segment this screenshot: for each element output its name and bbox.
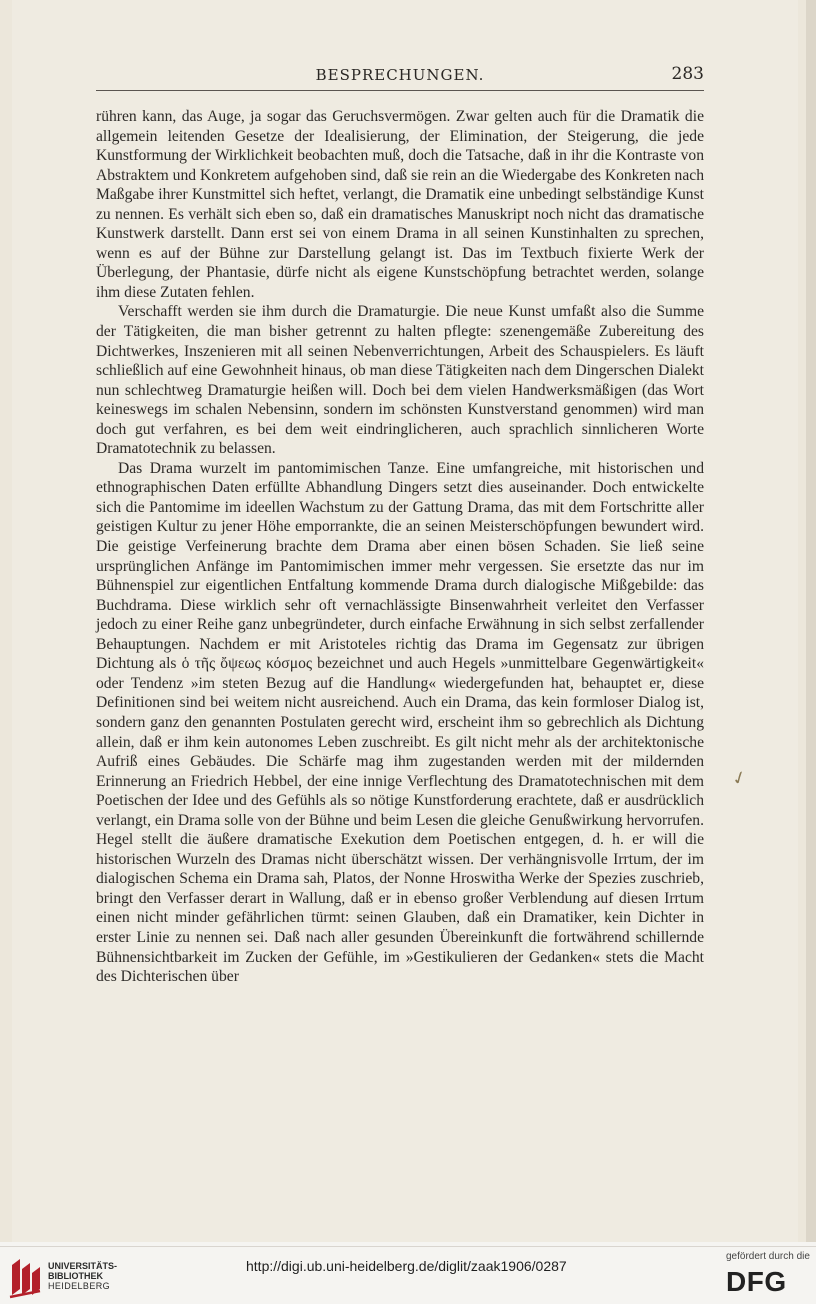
library-city: HEIDELBERG [48,1281,111,1291]
article-body [96,107,704,987]
paragraph-1: rühren kann, das Auge, ja sogar das Geruchsvermögen. Zwar gelten auch für die Dramatik die allgemein leitenden Gesetze der Idealisierung, der Elimination, der Steigerung, die jede Kunstformung der Wirklichkeit beobachten muß, doch die Tatsache, daß in ihr die Kontraste von Abstraktem und Konkretem aufgehoben sind, daß sie rein an die Wiedergabe des Konkreten nach Maßgabe ihrer Kunstmittel sich heftet, verlangt, die Dramatik eine unbedingt selbständige Kunst zu nennen. Es verhält sich eben so, daß ein dramatisches Manuskript noch nicht das dramatische Kunstwerk darstellt. Dann erst sei von einem Drama in all seinen Kunstinhalten zu sprechen, wenn es auf der Bühne zur Darstellung gelangt ist. Das im Textbuch fixierte Werk der Überlegung, der Phantasie, dürfe nicht als eigene Kunstschöpfung betrachtet werden, solange ihm diese Zutaten fehlen. [96,108,704,301]
pencil-check-mark-icon: ✓ [728,766,751,791]
permalink-url[interactable]: http://digi.ub.uni-heidelberg.de/diglit/zaak1906/0287 [246,1258,567,1274]
dfg-logo[interactable]: DFG [726,1266,787,1297]
library-name[interactable] [48,1261,117,1291]
ub-heidelberg-logo-icon[interactable] [8,1255,42,1299]
running-head: BESPRECHUNGEN. [315,66,485,84]
footer-divider [0,1246,816,1247]
page-number: 283 [671,64,704,84]
scan-edge-shadow [806,0,816,1242]
page-header [96,66,704,88]
paragraph-2: Verschafft werden sie ihm durch die Dramaturgie. Die neue Kunst umfaßt also die Summe der Tätigkeiten, die man bisher getrennt zu halten pflegte: szenengemäße Zubereitung des Dichtwerkes, Inszenieren mit all seinen Nebenverrichtungen, Arbeit des Schauspielers. Es läuft schließlich auf eine Gewohnheit hinaus, ob man diese Tätigkeiten nach dem Dingerschen Dialekt nun schlechtweg Dramaturgie heißen will. Doch bei dem vielen Handwerksmäßigen (das Wort keineswegs im schalen Nebensinn, sondern im schönsten Kunstverstand genommen) wird man doch gut verfahren, es bei dem weit eindringlicheren, auch sprachlich sinnlicheren Worte Dramatotechnik zu belassen. [96,303,704,458]
funded-by-label: gefördert durch die [726,1251,810,1262]
paragraph-3: Das Drama wurzelt im pantomimischen Tanze. Eine umfangreiche, mit historischen und ethnographischen Daten erfüllte Abhandlung Dingers setzt dies auseinander. Doch entwickelte sich die Pantomime im ideellen Wachstum zu der Gattung Drama, das mit dem Fortschritte aller geistigen Kultur zu jener Höhe emporrankte, die an seinen Meisterschöpfungen bewundert wird. Die geistige Verfeinerung brachte dem Drama aber einen bösen Schaden. Sie ließ seine ursprünglichen Anfänge im Pantomimischen immer mehr vergessen. Sie ersetzte das nur im Bühnenspiel zur eigentlichen Entfaltung kommende Drama durch dialogische Mißgebilde: das Buchdrama. Diese wirklich sehr oft vernachlässigte Binsenwahrheit verleitet den Verfasser jedoch zu einer Reihe ganz unbegründeter, durch einfache Erwähnung in sich selbst zerfallender Behauptungen. Nachdem er mit Aristoteles richtig das Drama im Gegensatz zur übrigen Dichtung als ὁ τῆς ὄψεως κόσμος bezeichnet und auch Hegels »unmittelbare Gegenwärtigkeit« oder Tendenz »im steten Bezug auf die Handlung« wiedergefunden hat, behauptet er, diese Definitionen sind bei weitem nicht ausreichend. Auch ein Drama, das kein formloser Dialog ist, sondern ganz den genannten Postulaten gerecht wird, erscheint ihm so gebrechlich als Dichtung allein, daß er ihm kein autonomes Leben zuschreibt. Es gilt nicht mehr als der architektonische Aufriß eines Gebäudes. Die Schärfe mag ihm zugestanden werden mit der mildernden Erinnerung an Friedrich Hebbel, der eine innige Verflechtung des Dramatotechnischen mit dem Poetischen der Idee und des Gefühls als so nötige Kunstforderung erachtete, daß er ausdrücklich verlangt, ein Drama solle von der Bühne und beim Lesen die gleiche Genußwirkung hervorrufen. Hegel stellt die äußere dramatische Exekution dem Poetischen entgegen, d. h. er will die historischen Wurzeln des Dramas nicht überschätzt wissen. Der verhängnisvolle Irrtum, der im dialogischen Schema ein Drama sah, Platos, der Nonne Hroswitha Werke der Spezies zuschrieb, bringt den Verfasser derart in Wallung, daß er in ebenso großer Verblendung auf diesen Irrtum einen nicht minder gefährlichen türmt: seinen Glauben, daß ein Dramatiker, kein Dichter in erster Linie zu nennen sei. Daß nach aller gesunden Übereinkunft die fortwährend schillernde Bühnensichtbarkeit im Zucken der Gefühle, im »Gestikulieren der Gedanken« stets die Macht des Dichterischen über [96,459,704,986]
library-name-line2: BIBLIOTHEK [48,1271,103,1281]
library-name-line1: UNIVERSITÄTS- [48,1261,118,1271]
header-rule [96,90,704,91]
